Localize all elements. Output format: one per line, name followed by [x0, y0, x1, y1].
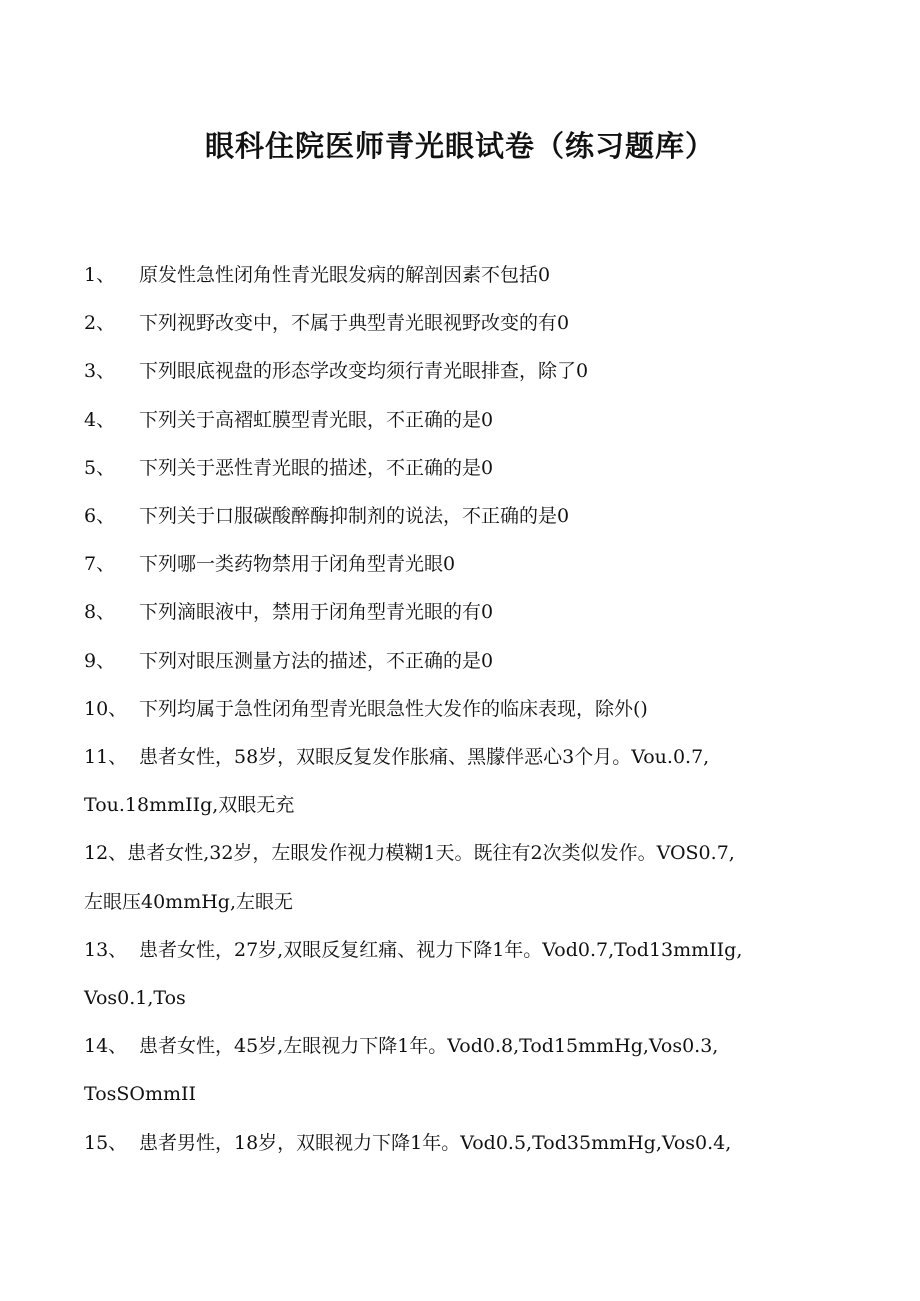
question-number: 6、	[84, 505, 116, 528]
question-text: 下列关于高褶虹膜型青光眼，不正确的是0	[139, 408, 494, 431]
question-text: 下列对眼压测量方法的描述，不正确的是0	[139, 649, 494, 672]
question-number: 2、	[84, 312, 116, 335]
question-number: 13、	[84, 938, 128, 961]
question-item	[84, 492, 844, 540]
question-text: 下列关于口服碳酸醉酶抑制剂的说法，不正确的是0	[139, 505, 570, 528]
question-item	[84, 1119, 844, 1167]
question-number: 9、	[84, 649, 116, 672]
question-item	[84, 1022, 844, 1070]
question-item	[84, 444, 844, 492]
question-item	[84, 637, 844, 685]
question-text: 下列视野改变中，不属于典型青光眼视野改变的有0	[139, 312, 570, 335]
question-item	[84, 299, 844, 347]
question-item	[84, 251, 844, 299]
question-item	[84, 685, 844, 733]
question-text: 下列眼底视盘的形态学改变均须行青光眼排查，除了0	[139, 360, 589, 383]
question-number: 12、	[84, 842, 128, 865]
question-text: 患者女性，27岁,双眼反复红痛、视力下降1年。Vod0.7,Tod13mmIIg,	[139, 938, 743, 961]
question-number: 11、	[84, 746, 128, 769]
question-text: 下列滴眼液中，禁用于闭角型青光眼的有0	[139, 601, 494, 624]
question-item	[84, 347, 844, 395]
question-number: 3、	[84, 360, 116, 383]
question-number: 15、	[84, 1131, 128, 1154]
question-text: 患者女性，45岁,左眼视力下降1年。Vod0.8,Tod15mmHg,Vos0.3,	[139, 1035, 719, 1058]
question-item	[84, 588, 844, 636]
question-item	[84, 540, 844, 588]
question-continuation: 左眼压40mmHg,左眼无	[84, 890, 293, 913]
question-number: 1、	[84, 264, 116, 286]
question-list	[84, 251, 844, 1167]
question-item	[84, 829, 844, 877]
question-continuation: Vos0.1,Tos	[84, 987, 186, 1010]
question-text: 患者男性，18岁，双眼视力下降1年。Vod0.5,Tod35mmHg,Vos0.4,	[139, 1131, 732, 1154]
question-item	[84, 733, 844, 781]
question-continuation: Tou.18mmIIg,双眼无充	[84, 794, 295, 817]
question-continuation: TosSOmmII	[84, 1083, 197, 1106]
page-title: 眼科住院医师青光眼试卷（练习题库）	[204, 129, 715, 163]
question-number: 10、	[84, 697, 128, 720]
question-number: 14、	[84, 1035, 128, 1058]
question-number: 5、	[84, 456, 116, 479]
question-number: 4、	[84, 408, 116, 431]
question-number: 8、	[84, 601, 116, 624]
question-text: 下列哪一类药物禁用于闭角型青光眼0	[139, 553, 456, 576]
question-text: 下列关于恶性青光眼的描述，不正确的是0	[139, 456, 494, 479]
question-item	[84, 396, 844, 444]
question-text: 患者女性，58岁，双眼反复发作胀痛、黑朦伴恶心3个月。Vou.0.7,	[139, 746, 710, 769]
question-text: 下列均属于急性闭角型青光眼急性大发作的临床表现，除外()	[139, 697, 648, 720]
question-text: 患者女性,32岁，左眼发作视力模糊1天。既往有2次类似发作。VOS0.7,	[127, 842, 735, 865]
question-text: 原发性急性闭角性青光眼发病的解剖因素不包括0	[139, 264, 551, 286]
question-item	[84, 926, 844, 974]
question-number: 7、	[84, 553, 116, 576]
